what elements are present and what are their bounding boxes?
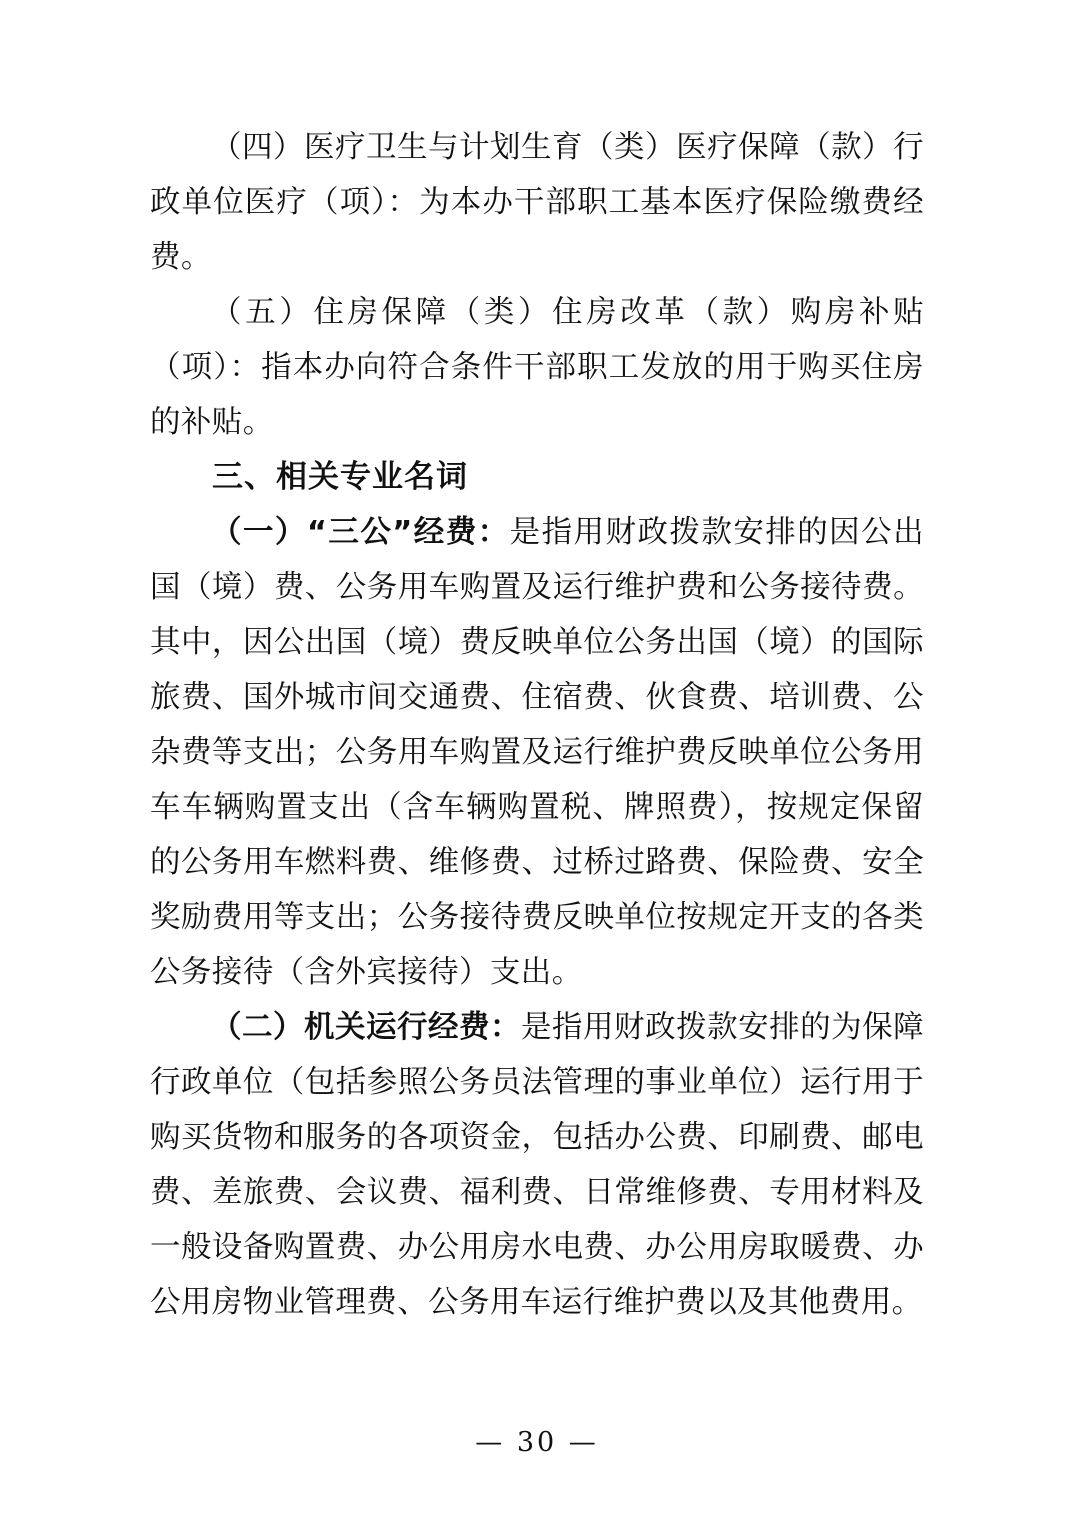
term-2-body: 是指用财政拨款安排的为保障行政单位（包括参照公务员法管理的事业单位）运行用于购买货物和服务的各项资金，包括办公费、印刷费、邮电费、差旅费、会议费、福利费、日常维修费、专用材料及一般设备购置费、办公用房水电费、办公用房取暖费、办公用房物业管理费、公务用车运行维护费以及其他费用。: [150, 1010, 924, 1320]
term-1-lead: （一）“三公”经费：: [211, 515, 510, 550]
term-2-lead: （二）机关运行经费：: [211, 1010, 522, 1045]
page-number: — 30 —: [475, 1427, 599, 1458]
paragraph-item-5: （五）住房保障（类）住房改革（款）购房补贴（项）：指本办向符合条件干部职工发放的用于购买住房的补贴。: [150, 295, 924, 440]
section-heading-3: 三、相关专业名词: [212, 459, 468, 495]
paragraph-item-4: （四）医疗卫生与计划生育（类）医疗保障（款）行政单位医疗（项）：为本办干部职工基本医疗保险缴费经费。: [150, 130, 924, 275]
paragraph-term-1: [150, 505, 924, 1000]
paragraph-term-2: [150, 1000, 924, 1330]
term-1-body: 是指用财政拨款安排的因公出国（境）费、公务用车购置及运行维护费和公务接待费。其中，因公出国（境）费反映单位公务出国（境）的国际旅费、国外城市间交通费、住宿费、伙食费、培训费、公杂费等支出；公务用车购置及运行维护费反映单位公务用车车辆购置支出（含车辆购置税、牌照费），按规定保留的公务用车燃料费、维修费、过桥过路费、保险费、安全奖励费用等支出；公务接待费反映单位按规定开支的各类公务接待（含外宾接待）支出。: [150, 515, 924, 990]
